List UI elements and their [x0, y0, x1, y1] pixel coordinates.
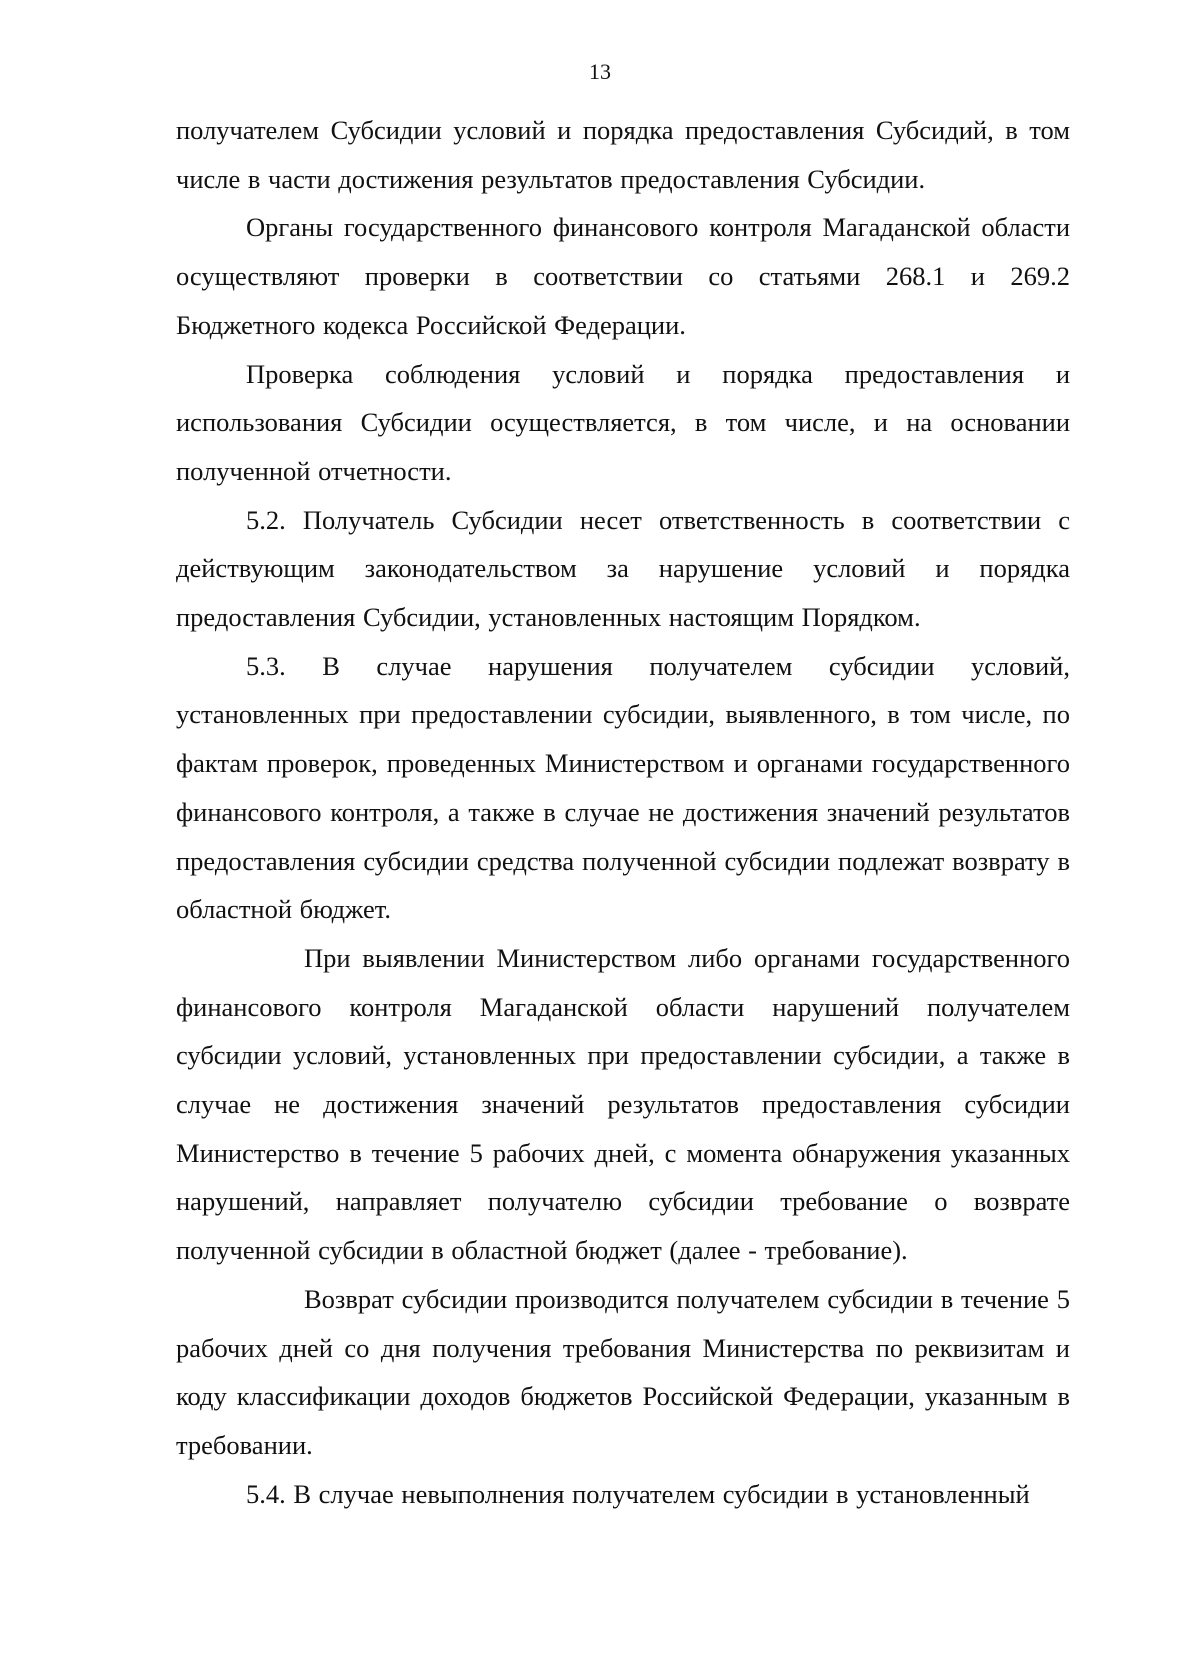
paragraph-5-4: 5.4. В случае невыполнения получателем субсидии в установленный	[246, 1478, 1030, 1509]
paragraph-5-2: 5.2. Получатель Субсидии несет ответственность в соответствии с действующим законодательством за нарушение условий и порядка предоставления Субсидии, установленных настоящим Порядком.	[176, 504, 1070, 633]
paragraph-5-3: 5.3. В случае нарушения получателем субсидии условий, установленных при предоставлении субсидии, выявленного, в том числе, по фактам проверок, проведенных Министерством и органами государственного финансового контроля, а также в случае не достижения значений результатов предоставления субсидии средства полученной субсидии подлежат возврату в областной бюджет.	[176, 650, 1070, 925]
paragraph-continuation: получателем Субсидии условий и порядка предоставления Субсидий, в том числе в части достижения результатов предоставления Субсидии.	[176, 115, 1070, 194]
paragraph-compliance-check: Проверка соблюдения условий и порядка предоставления и использования Субсидии осуществляется, в том числе, и на основании полученной отчетности.	[176, 358, 1070, 486]
paragraph-control-bodies: Органы государственного финансового контроля Магаданской области осуществляют проверки в соответствии со статьями 268.1 и 269.2 Бюджетного кодекса Российской Федерации.	[176, 212, 1070, 340]
document-body	[176, 106, 1070, 1518]
paragraph-subsidy-return: Возврат субсидии производится получателем субсидии в течение 5 рабочих дней со дня получения требования Министерства по реквизитам и коду классификации доходов бюджетов Российской Федерации, указанным в требовании.	[176, 1283, 1070, 1460]
paragraph-violation-detection: При выявлении Министерством либо органами государственного финансового контроля Магаданской области нарушений получателем субсидии условий, установленных при предоставлении субсидии, а также в случае не достижения значений результатов предоставления субсидии Министерство в течение 5 рабочих дней, с момента обнаружения указанных нарушений, направляет получателю субсидии требование о возврате полученной субсидии в областной бюджет (далее - требование).	[176, 942, 1070, 1266]
page-number: 13	[589, 59, 611, 84]
